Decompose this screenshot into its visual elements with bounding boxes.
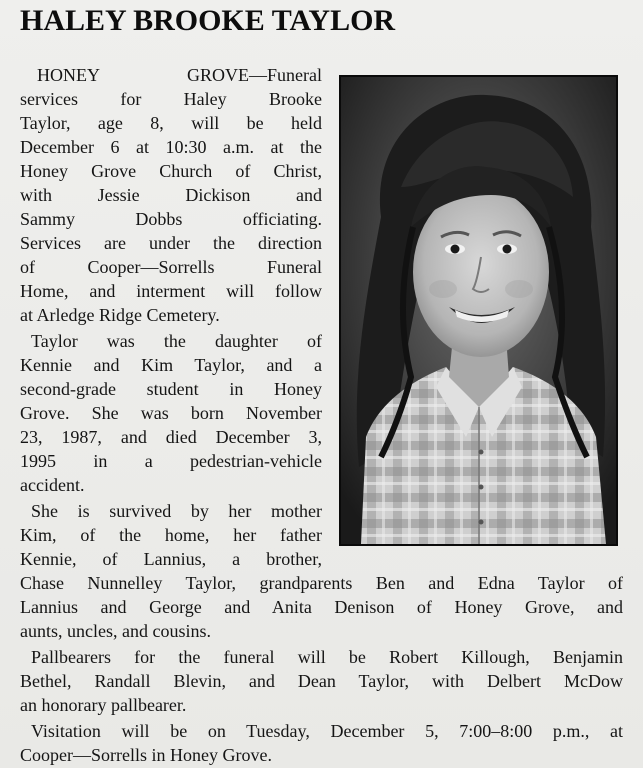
text-line: aunts, uncles, and cousins. — [20, 621, 211, 641]
text-line: Visitation will be on Tuesday, December 5, 7:00–8:00 p.m., at — [31, 721, 623, 741]
text-line: Taylor was the daughter of — [31, 331, 322, 351]
text-line: She is survived by her mother — [31, 501, 322, 521]
text-line: accident. — [20, 475, 85, 495]
portrait-photo — [341, 77, 616, 544]
text-line: second-grade student in Honey — [20, 379, 322, 399]
text-line: HONEY GROVE—Funeral — [37, 65, 322, 85]
text-line: Kennie, of Lannius, a brother, — [20, 549, 322, 569]
text-line: Grove. She was born November — [20, 403, 322, 423]
text-line: Honey Grove Church of Christ, — [20, 161, 322, 181]
text-line: Chase Nunnelley Taylor, grandparents Ben and Edna Taylor of — [20, 573, 623, 593]
text-line: Taylor, age 8, will be held — [20, 113, 322, 133]
text-line: Home, and interment will follow — [20, 281, 322, 301]
text-line: Services are under the direction — [20, 233, 322, 253]
text-line: Bethel, Randall Blevin, and Dean Taylor, with Delbert McDow — [20, 671, 623, 691]
text-line: Sammy Dobbs officiating. — [20, 209, 322, 229]
text-line: of Cooper—Sorrells Funeral — [20, 257, 322, 277]
text-line: Cooper—Sorrells in Honey Grove. — [20, 745, 272, 765]
text-line: services for Haley Brooke — [20, 89, 322, 109]
text-line: Kim, of the home, her father — [20, 525, 322, 545]
portrait-photo-frame — [339, 75, 618, 546]
text-line: Pallbearers for the funeral will be Robert Killough, Benjamin — [31, 647, 623, 667]
text-line: 23, 1987, and died December 3, — [20, 427, 322, 447]
text-line: at Arledge Ridge Cemetery. — [20, 305, 220, 325]
text-line: 1995 in a pedestrian-vehicle — [20, 451, 322, 471]
text-line: Kennie and Kim Taylor, and a — [20, 355, 322, 375]
headline: HALEY BROOKE TAYLOR — [20, 4, 396, 37]
text-line: with Jessie Dickison and — [20, 185, 322, 205]
text-line: an honorary pallbearer. — [20, 695, 187, 715]
text-line: Lannius and George and Anita Denison of Honey Grove, and — [20, 597, 623, 617]
text-line: December 6 at 10:30 a.m. at the — [20, 137, 322, 157]
